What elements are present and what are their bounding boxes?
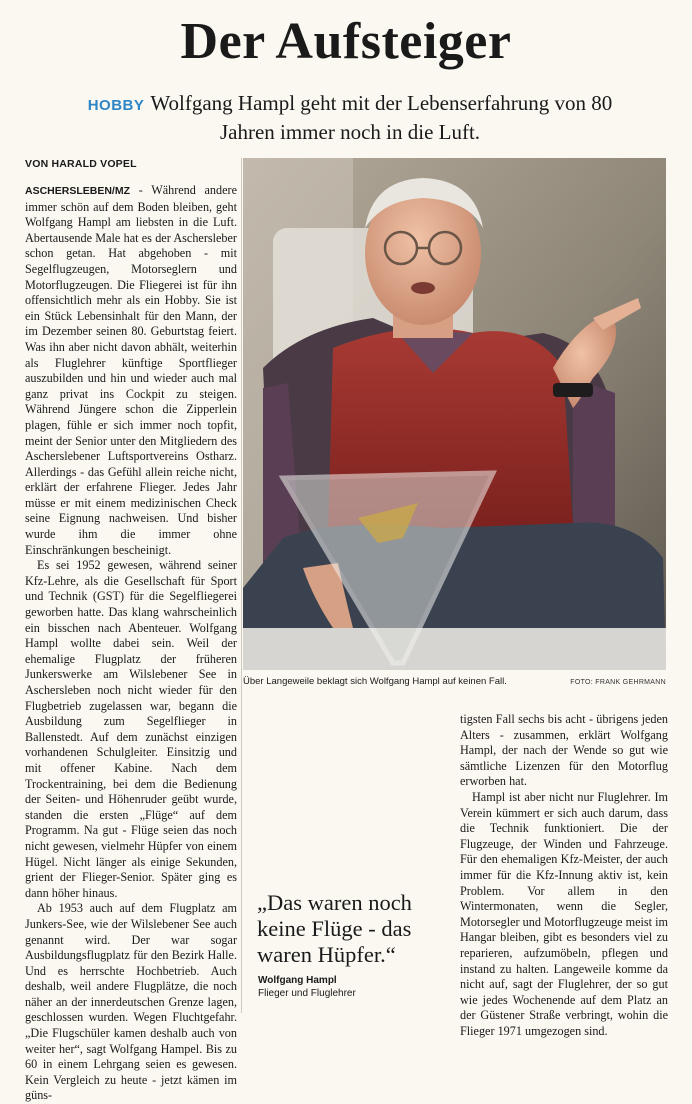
paragraph: tigsten Fall sechs bis acht - übrigens jeden Alters - zusammen, erklärt Wolfgang Hampl, der nach der Wende so gut wie sämtliche Lizenzen für den Motorflug erworben hat. — [460, 712, 668, 789]
paragraph: Es sei 1952 gewesen, während seiner Kfz-Lehre, als die Gesellschaft für Sport und Technik (GST) für die Segelfliegerei geworben hatte. Das klang wahrscheinlich ein bisschen nach Abenteuer. Wolfgang Hampl wollte dabei sein. Weil der ehemalige Flugplatz der früheren Junkerswerke am Wilslebener See in Aschersleben noch nicht wieder für den Flugbetrieb zugelassen war, begann die Ausbildung zum Segelflieger in Ballenstedt. Auf dem zunächst einzigen vorhandenen Schulgleiter. Einsitzig und mit offener Kabine. Nach dem Trockentraining, bei dem die Bedienung der Seiten- und Höhenruder geübt wurde, standen die ersten „Flüge“ auf dem Programm. Na gut - Flüge seien das noch nicht gewesen, vielmehr Hüpfer von einem Hügel. Nicht länger als einige Sekunden, grient der Flieger-Senior. Später ging es dann höher hinaus. — [25, 558, 237, 900]
subheadline-text: Wolfgang Hampl geht mit der Lebenserfahrung von 80 Jahren immer noch in die Luft. — [150, 91, 613, 144]
photo-credit: FOTO: FRANK GEHRMANN — [570, 679, 666, 686]
paragraph: Ab 1953 auch auf dem Flugplatz am Junkers-See, wie der Wilslebener See auch genannt wird. Der war sogar Ausbildungsflugplatz für den Bezirk Halle. Und es herrschte Hochbetrieb. Auch deshalb, weil andere Flugplätze, die noch näher an der innerdeutschen Grenze lagen, geschlossen wurden. Wegen Fluchtgefahr. „Die Flugschüler kamen deshalb auch von weiter her“, sagt Wolfgang Hampel. Bis zu 60 in einem Lehrgang seien es gewesen. Kein Vergleich zu heute - jetzt kämen im güns- — [25, 901, 237, 1103]
paragraph: Hampl ist aber nicht nur Fluglehrer. Im Verein kümmert er sich auch darum, dass die Technik funktioniert. Die der Flugzeuge, der Winden und Fahrzeuge. Für den ehemaligen Kfz-Meister, der auch immer für die Kfz-Innung aktiv ist, kein Problem. Vor allem in den Wintermonaten, wenn die Segler, Motorsegler und Motorflugzeuge meist im Hangar bleiben, gibt es besonders viel zu reparieren, aufzumöbeln, pflegen und instand zu halten. Langeweile komme da nicht auf, sagt der Fluglehrer, der so gut wie jedes Wochenende auf dem Platz an der Güstener Straße verbringt, wohin die Flieger 1971 umgezogen sind. — [460, 789, 668, 1038]
article-photo — [243, 158, 666, 670]
pull-quote: „Das waren noch keine Flüge - das waren Hüpfer.“ — [257, 890, 412, 967]
column-divider — [241, 158, 242, 1013]
subheadline — [60, 90, 640, 145]
dateline: ASCHERSLEBEN/MZ — [25, 185, 131, 197]
photo-caption — [243, 676, 666, 687]
paragraph — [25, 183, 237, 558]
paragraph-text: - Während andere immer schön auf dem Boden bleiben, geht Wolfgang Hampl am liebsten in die Luft. Abertausende Male hat es der Aschersleber schon getan. Hat abgehoben - mit Segelflugzeugen, Motorseglern und Motorflugzeugen. Die Fliegerei ist für ihn offensichtlich mehr als ein Hobby. Sie ist ein Stück Lebensinhalt für den Mann, der im Dezember seinen 80. Geburtstag feiert. Was ihn aber nicht davon abhält, weiterhin als Fluglehrer künftige Sportflieger auszubilden und hin und wieder auch mal ganz privat ins Cockpit zu steigen. Während Jüngere schon die Zipperlein plagen, fühle er sich immer noch topfit, meint der Senior unter den Mitgliedern des Ascherslebener Luftsportvereins Ostharz. Allerdings - das Gefühl allein reiche nicht, erklärt der erfahrene Flieger. Jedes Jahr müsse er mit einem medizinischen Check seine Eignung nachweisen. Und bisher wurde ihm die immer ohne Einschränkungen bescheinigt. — [25, 183, 237, 557]
byline: VON HARALD VOPEL — [25, 158, 137, 170]
headline: Der Aufsteiger — [180, 13, 512, 70]
pull-quote-attribution — [258, 974, 356, 1000]
article-column-2 — [460, 712, 668, 1038]
quote-author-role: Flieger und Fluglehrer — [258, 988, 356, 999]
kicker-label: HOBBY — [87, 97, 145, 114]
caption-text: Über Langeweile beklagt sich Wolfgang Hampl auf keinen Fall. — [243, 676, 507, 687]
quote-author-name: Wolfgang Hampl — [258, 975, 337, 986]
article-column-1 — [25, 183, 237, 1103]
photo-illustration — [243, 158, 666, 670]
